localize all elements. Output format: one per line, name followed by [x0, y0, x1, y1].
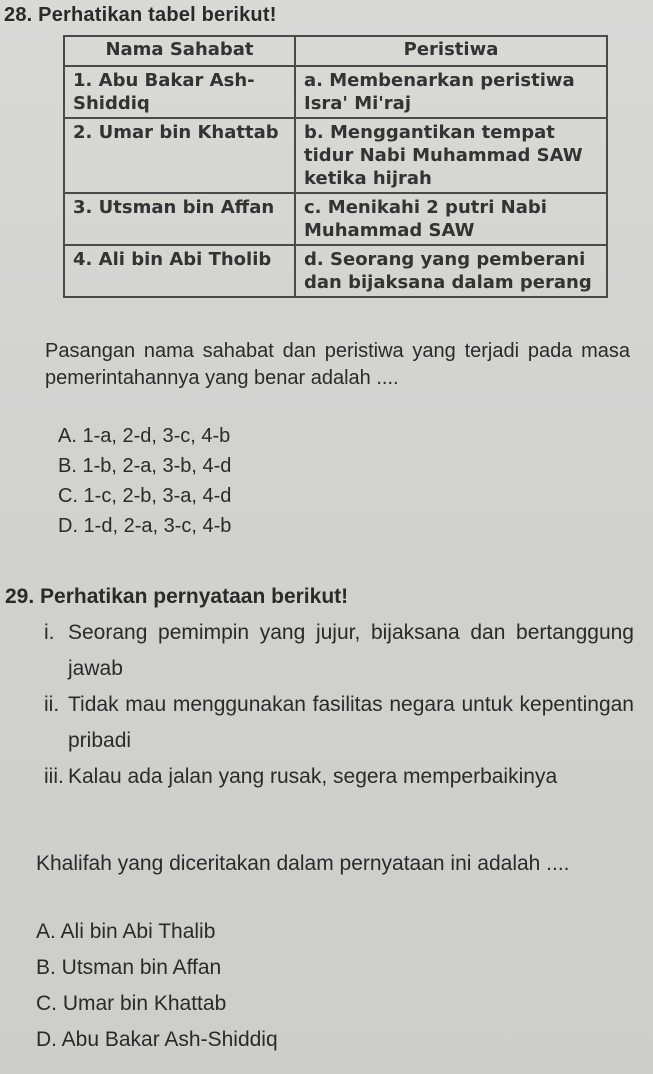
row-letter: c.	[304, 197, 322, 218]
option-b[interactable]: B. 1-b, 2-a, 3-b, 4-d	[58, 455, 232, 477]
option-c[interactable]: C. 1-c, 2-b, 3-a, 4-d	[58, 485, 232, 507]
statement-text: Seorang pemimpin yang jujur, bijaksana dan bertanggung jawab	[68, 621, 634, 680]
row-number: 2.	[73, 122, 93, 143]
question-29-stem: Khalifah yang diceritakan dalam pernyataan ini adalah ....	[36, 852, 570, 875]
option-b[interactable]: B. Utsman bin Affan	[36, 956, 222, 979]
sahabat-cell	[64, 66, 295, 118]
statement-number: i.	[44, 621, 55, 644]
peristiwa-text: Menggantikan tempat tidur Nabi Muhammad SAW ketika hijrah	[304, 122, 583, 189]
table-row	[64, 66, 607, 118]
sahabat-cell	[64, 118, 295, 193]
row-number: 4.	[73, 249, 93, 270]
peristiwa-cell	[295, 245, 607, 297]
statement-number: iii.	[44, 765, 64, 788]
statement-text: Tidak mau menggunakan fasilitas negara untuk kepentingan pribadi	[68, 693, 634, 752]
question-28-title: 28. Perhatikan tabel berikut!	[4, 4, 277, 26]
row-letter: d.	[304, 249, 324, 270]
option-c[interactable]: C. Umar bin Khattab	[36, 992, 227, 1015]
peristiwa-cell	[295, 66, 607, 118]
sahabat-name: Ali bin Abi Tholib	[98, 249, 272, 270]
question-28-stem: Pasangan nama sahabat dan peristiwa yang terjadi pada masa pemerintahannya yang benar adalah ....	[45, 340, 630, 389]
header-peristiwa: Peristiwa	[295, 36, 607, 66]
statement-text: Kalau ada jalan yang rusak, segera memperbaikinya	[68, 765, 558, 788]
question-28-options	[58, 421, 231, 541]
statement-item	[44, 615, 634, 687]
header-nama-sahabat: Nama Sahabat	[64, 36, 295, 66]
sahabat-cell	[64, 245, 295, 297]
peristiwa-cell	[295, 193, 607, 245]
row-letter: b.	[304, 122, 324, 143]
question-29-title: 29. Perhatikan pernyataan berikut!	[5, 585, 349, 608]
row-number: 3.	[73, 197, 93, 218]
sahabat-name: Utsman bin Affan	[98, 197, 275, 218]
table-row	[64, 118, 607, 193]
table-row	[64, 245, 607, 297]
matching-table	[63, 35, 608, 298]
sahabat-name: Abu Bakar Ash-Shiddiq	[73, 70, 255, 114]
peristiwa-text: Menikahi 2 putri Nabi Muhammad SAW	[304, 197, 547, 241]
sahabat-name: Umar bin Khattab	[98, 122, 279, 143]
option-a[interactable]: A. Ali bin Abi Thalib	[36, 920, 216, 943]
table-row	[64, 193, 607, 245]
question-29-options	[36, 914, 278, 1058]
statement-item	[44, 759, 634, 795]
statement-list	[44, 615, 634, 795]
table-header-row	[64, 36, 607, 66]
peristiwa-cell	[295, 118, 607, 193]
peristiwa-text: Membenarkan peristiwa Isra' Mi'raj	[304, 70, 575, 114]
row-letter: a.	[304, 70, 323, 91]
statement-item	[44, 687, 634, 759]
option-d[interactable]: D. Abu Bakar Ash-Shiddiq	[36, 1028, 278, 1051]
option-d[interactable]: D. 1-d, 2-a, 3-c, 4-b	[58, 515, 232, 537]
sahabat-cell	[64, 193, 295, 245]
peristiwa-text: Seorang yang pemberani dan bijaksana dalam perang	[304, 249, 592, 293]
option-a[interactable]: A. 1-a, 2-d, 3-c, 4-b	[58, 425, 231, 447]
statement-number: ii.	[44, 693, 60, 716]
row-number: 1.	[73, 70, 93, 91]
